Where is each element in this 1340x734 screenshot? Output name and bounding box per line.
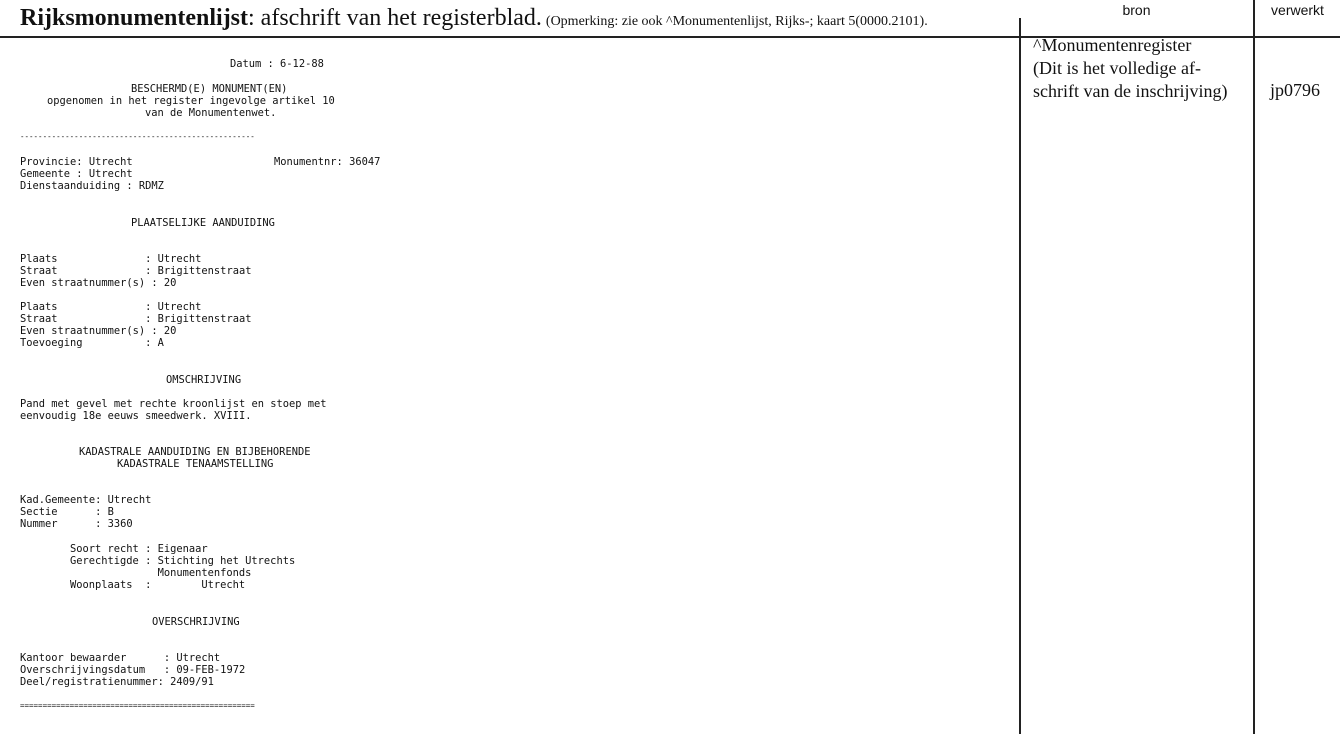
datum: Datum : 6-12-88: [230, 58, 324, 70]
dienstaanduiding: Dienstaanduiding : RDMZ: [20, 180, 164, 192]
kadaster-line: Nummer : 3360: [20, 518, 133, 530]
section-heading: KADASTRALE AANDUIDING EN BIJBEHORENDE: [79, 446, 311, 458]
bron-header: bron: [1122, 2, 1151, 18]
bron-line: schrift van de inschrijving): [1033, 81, 1228, 101]
section-heading: KADASTRALE TENAAMSTELLING: [117, 458, 274, 470]
bron-line: (Dit is het volledige af-: [1033, 58, 1201, 78]
section-heading: PLAATSELIJKE AANDUIDING: [131, 217, 275, 229]
verwerkt-header: verwerkt: [1271, 2, 1324, 18]
address-line: Plaats : Utrecht: [20, 301, 202, 313]
kadaster-line: Kad.Gemeente: Utrecht: [20, 494, 152, 506]
omschrijving-line: eenvoudig 18e eeuws smeedwerk. XVIII.: [20, 410, 252, 422]
title-note: (Opmerking: zie ook ^Monumentenlijst, Rijks-; kaart 5(0000.2101).: [545, 14, 928, 29]
overschrijving-line: Deel/registratienummer: 2409/91: [20, 676, 214, 688]
provincie: Provincie: Utrecht: [20, 156, 133, 168]
heading-line: van de Monumentenwet.: [145, 107, 277, 119]
section-heading: OVERSCHRIJVING: [152, 616, 240, 628]
address-line: Toevoeging : A: [20, 337, 164, 349]
omschrijving-line: Pand met gevel met rechte kroonlijst en stoep met: [20, 398, 327, 410]
bron-cell: [1033, 34, 1227, 103]
gemeente: Gemeente : Utrecht: [20, 168, 133, 180]
dash-rule: ----------------------------------------------------: [20, 132, 255, 141]
heading-line: opgenomen in het register ingevolge artikel 10: [47, 95, 335, 107]
equals-rule: ====================================================: [20, 701, 255, 710]
divider-mark: [1019, 18, 1021, 36]
recht-line: Gerechtigde : Stichting het Utrechts: [70, 555, 296, 567]
recht-line: Soort recht : Eigenaar: [70, 543, 208, 555]
section-heading: OMSCHRIJVING: [166, 374, 242, 386]
title-rest: : afschrift van het registerblad.: [248, 5, 542, 31]
heading-line: BESCHERMD(E) MONUMENT(EN): [131, 83, 288, 95]
bron-line: ^Monumentenregister: [1033, 35, 1192, 55]
verwerkt-cell: jp0796: [1270, 80, 1321, 100]
recht-line: Monumentenfonds: [70, 567, 252, 579]
address-line: Even straatnummer(s) : 20: [20, 325, 177, 337]
address-line: Plaats : Utrecht: [20, 253, 202, 265]
address-line: Straat : Brigittenstraat: [20, 265, 252, 277]
title-bold: Rijksmonumentenlijst: [20, 5, 249, 31]
overschrijving-line: Overschrijvingsdatum : 09-FEB-1972: [20, 664, 246, 676]
recht-line: Woonplaats : Utrecht: [70, 579, 246, 591]
column-divider-left: [1019, 36, 1021, 734]
register-document: [20, 0, 440, 734]
address-line: Straat : Brigittenstraat: [20, 313, 252, 325]
overschrijving-line: Kantoor bewaarder : Utrecht: [20, 652, 221, 664]
kadaster-line: Sectie : B: [20, 506, 114, 518]
monumentnr: Monumentnr: 36047: [274, 156, 381, 168]
column-divider-right: [1253, 0, 1255, 734]
address-line: Even straatnummer(s) : 20: [20, 277, 177, 289]
